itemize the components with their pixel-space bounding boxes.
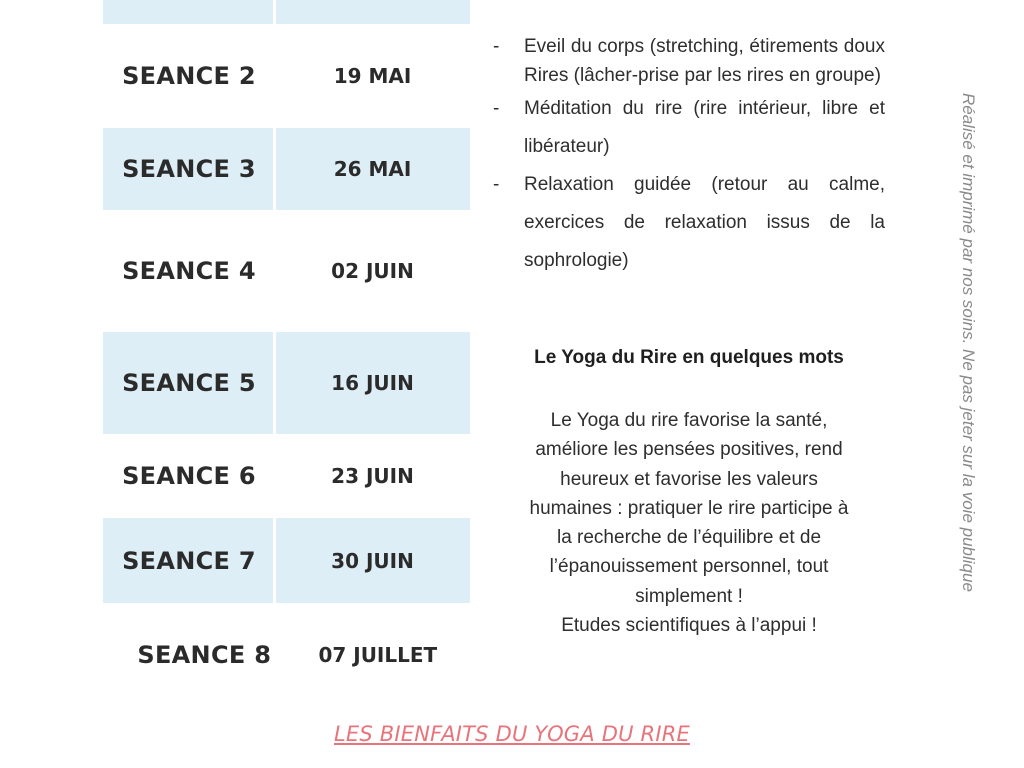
- table-row: [103, 210, 470, 332]
- program-list: [490, 32, 885, 280]
- session-date: 19 MAI: [333, 64, 412, 88]
- session-date: 26 MAI: [333, 157, 412, 181]
- session-date: 23 JUIN: [331, 464, 414, 488]
- summary-line: l’épanouissement personnel, tout: [549, 556, 829, 578]
- table-row: [103, 518, 470, 603]
- summary-line: simplement !: [635, 585, 743, 607]
- bullet-marker: -: [493, 98, 500, 119]
- summary-line: améliore les pensées positives, rend: [535, 439, 843, 461]
- session-date: 16 JUIN: [331, 371, 414, 395]
- summary-line: heureux et favorise les valeurs: [560, 468, 818, 490]
- summary-line: la recherche de l’équilibre et de: [556, 527, 822, 549]
- session-name: SEANCE 4: [122, 257, 256, 285]
- column-divider: [273, 332, 276, 434]
- table-row: [103, 128, 470, 210]
- bullet-marker: -: [493, 36, 500, 57]
- session-name: SEANCE 5: [122, 369, 256, 397]
- session-name: SEANCE 2: [122, 62, 256, 90]
- list-item-text: Relaxation guidée (retour au calme, exercices de relaxation issus de la sophrologie): [524, 174, 885, 271]
- summary-line: humaines : pratiquer le rire participe à: [529, 497, 849, 519]
- session-name: SEANCE 8: [137, 641, 272, 669]
- column-divider: [273, 518, 276, 603]
- print-notice: Réalisé et imprimé par nos soins. Ne pas jeter sur la voie publique: [959, 93, 978, 592]
- column-divider: [273, 0, 276, 24]
- list-item: [490, 166, 885, 280]
- summary-paragraph: [492, 406, 886, 640]
- benefits-heading: LES BIENFAITS DU YOGA DU RIRE: [334, 722, 690, 746]
- table-row: [103, 603, 470, 707]
- session-date: 02 JUIN: [331, 259, 414, 283]
- table-row: [103, 434, 470, 518]
- table-row: [103, 332, 470, 434]
- session-date: 30 JUIN: [331, 548, 414, 573]
- list-item-text: Eveil du corps (stretching, étirements doux Rires (lâcher-prise par les rires en groupe): [524, 36, 885, 86]
- table-row: [103, 0, 470, 24]
- session-name: SEANCE 6: [122, 462, 256, 490]
- bullet-marker: -: [493, 174, 500, 195]
- session-name: SEANCE 7: [122, 546, 256, 575]
- session-name: SEANCE 3: [122, 155, 256, 183]
- summary-heading: Le Yoga du Rire en quelques mots: [534, 347, 844, 368]
- summary-line: Le Yoga du rire favorise la santé,: [550, 410, 828, 431]
- list-item-text: Méditation du rire (rire intérieur, libre et libérateur): [524, 98, 885, 157]
- list-item: [490, 32, 885, 90]
- table-row: [103, 24, 470, 128]
- session-date: 07 JUILLET: [318, 643, 438, 667]
- list-item: [490, 90, 885, 166]
- column-divider: [273, 128, 276, 210]
- summary-line: Etudes scientifiques à l’appui !: [561, 615, 817, 637]
